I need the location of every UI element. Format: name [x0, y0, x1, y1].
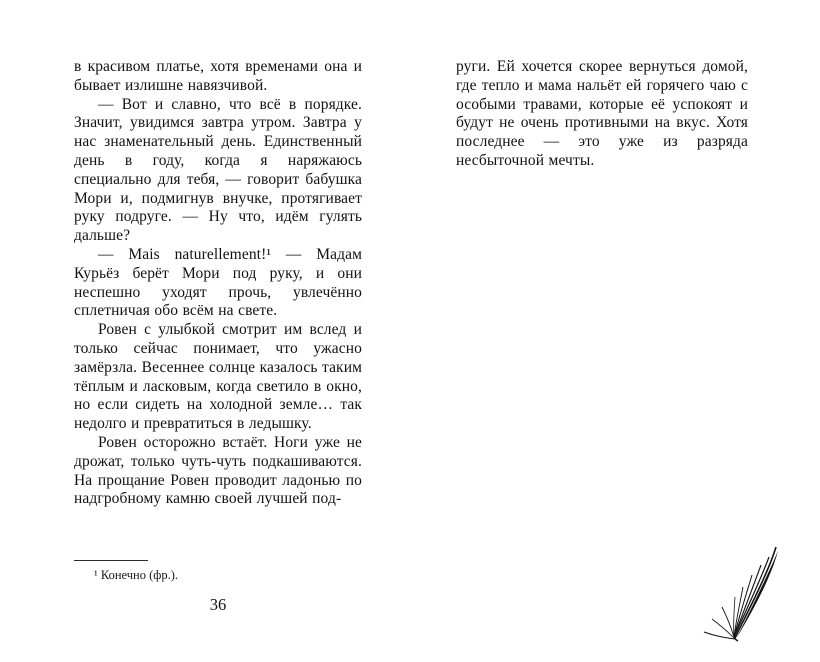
paragraph: Ровен осторожно встаёт. Ноги уже не дрожат, только чуть-чуть подкашиваются. На прощание Ровен проводит ладонью по надгробному камню своей лучшей под-	[74, 433, 362, 508]
quill-feather-illustration	[688, 545, 780, 643]
paragraph: руги. Ей хочется скорее вернуться домой, где тепло и мама нальёт ей горячего чаю с особыми травами, которые её успокоят и будут не очень противными на вкус. Хотя последнее — это уже из разряда несбыточной мечты.	[456, 58, 748, 169]
paragraph: в красивом платье, хотя временами она и бывает излишне навязчивой.	[74, 58, 362, 94]
footnote-divider	[74, 560, 148, 561]
footnote-text: ¹ Конечно (фр.).	[94, 568, 179, 582]
paragraph: Ровен с улыбкой смотрит им вслед и только сейчас понимает, что ужасно замёрзла. Весеннее солнце казалось таким тёплым и ласковым, когда светило в окно, но если сидеть на холодной земле… так недолго и превратиться в ледышку.	[74, 321, 362, 433]
paragraph: — Вот и славно, что всё в порядке. Значит, увидимся завтра утром. Завтра у нас знаменательный день. Единственный день в году, когда я наряжаюсь специально для тебя, — говорит бабушка Мори и, подмигнув внучке, протягивает руку подруге. — Ну что, идём гулять дальше?	[74, 95, 362, 245]
footnote-block	[74, 560, 362, 583]
paragraph: — Mais naturellement!¹ — Мадам Курьёз берёт Мори под руку, и они неспешно уходят прочь, увлечённо сплетничая обо всём на свете.	[74, 245, 362, 320]
page-number: 36	[209, 595, 227, 614]
right-text-column	[456, 58, 748, 171]
left-text-column	[74, 58, 362, 509]
